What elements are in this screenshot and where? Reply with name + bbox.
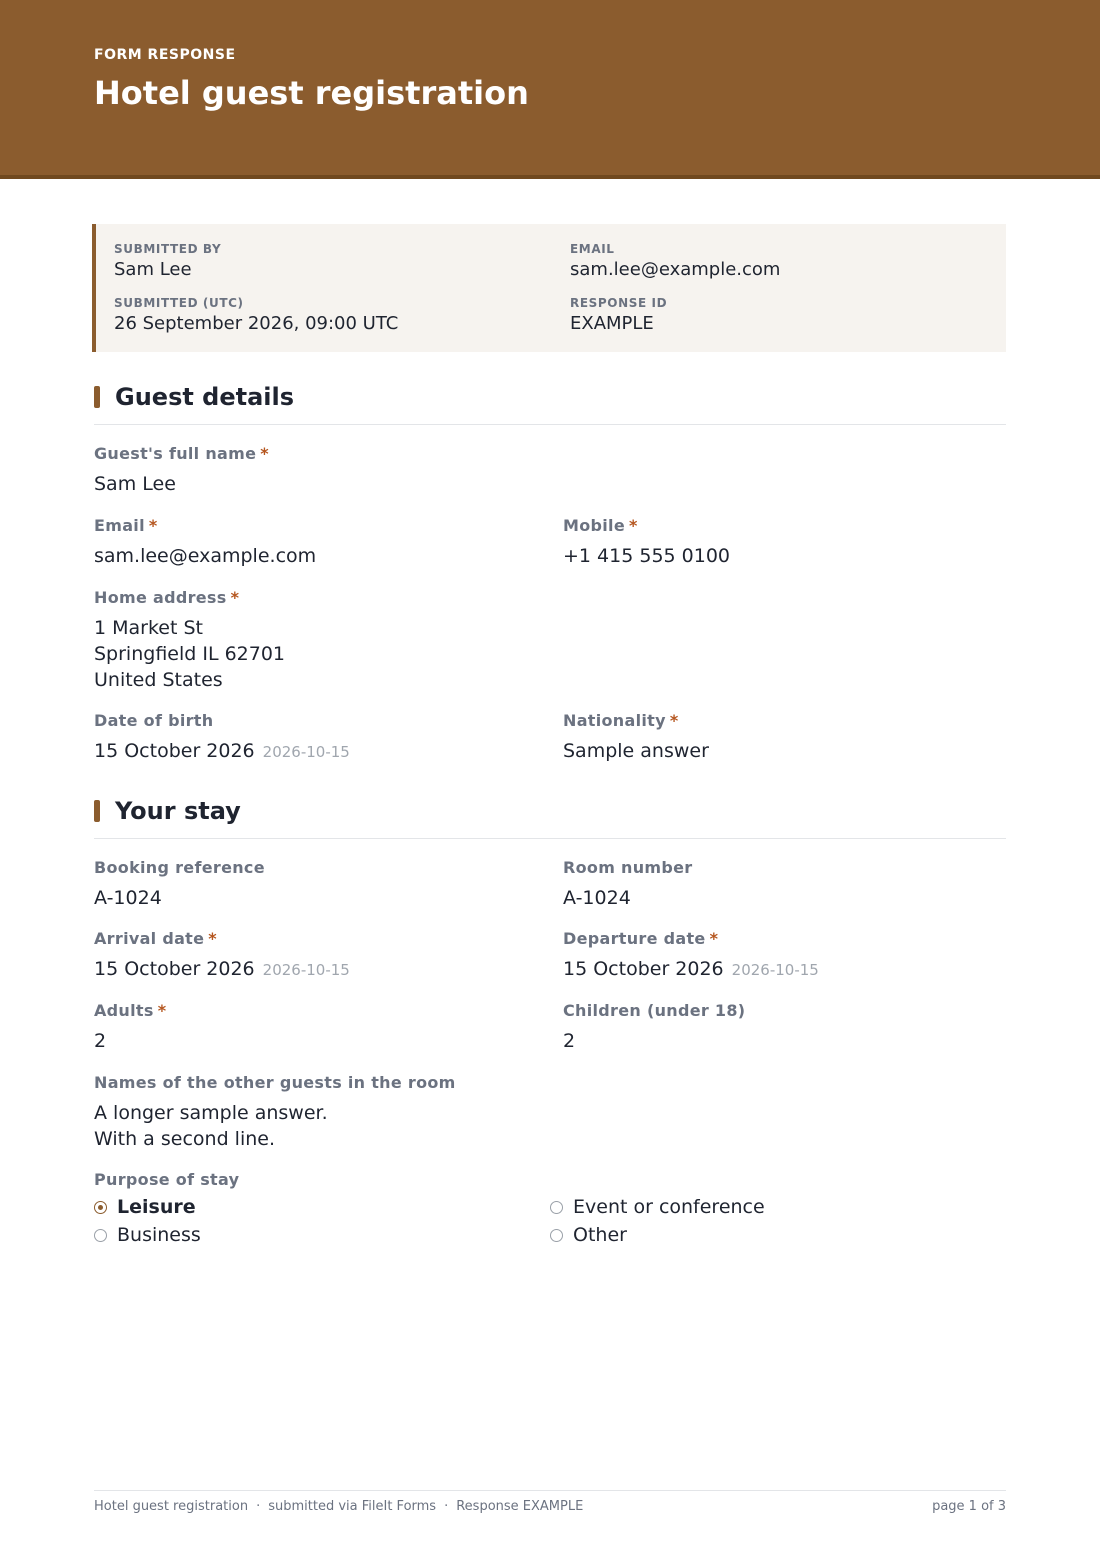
field-value: Sample answer: [563, 740, 709, 762]
field-label: Guest's full name *: [94, 444, 269, 463]
section-title: Your stay: [115, 797, 241, 825]
field-booking-reference: [94, 858, 534, 911]
radio-empty-icon: [550, 1201, 563, 1214]
field-email: [94, 516, 534, 569]
field-label: Children (under 18): [563, 1001, 746, 1020]
field-children: [563, 1001, 1003, 1054]
field-label: Names of the other guests in the room: [94, 1073, 456, 1092]
field-value: Sam Lee: [94, 473, 176, 495]
field-label: Adults *: [94, 1001, 167, 1020]
submitted-by: [114, 242, 534, 282]
section-guest-details: [94, 378, 1006, 425]
radio-option-event: Event or conference: [550, 1194, 765, 1220]
field-arrival-date: [94, 929, 534, 983]
field-other-guests: [94, 1073, 694, 1152]
email-value: sam.lee@example.com: [570, 259, 781, 280]
field-label: Departure date *: [563, 929, 719, 948]
section-accent-bar: [94, 386, 100, 408]
radio-option-business: Business: [94, 1222, 201, 1248]
radio-option-leisure: Leisure: [94, 1194, 196, 1220]
form-kicker: FORM RESPONSE: [94, 47, 236, 63]
submitted-by-value: Sam Lee: [114, 259, 192, 280]
page-footer: [94, 1490, 1006, 1514]
field-label: Arrival date *: [94, 929, 217, 948]
submitted-by-label: SUBMITTED BY: [114, 242, 222, 256]
field-value: 2: [94, 1030, 107, 1052]
required-marker: *: [669, 711, 679, 730]
footer-via: submitted via FileIt Forms: [268, 1499, 437, 1514]
field-adults: [94, 1001, 534, 1054]
submitted-utc-label: SUBMITTED (UTC): [114, 296, 244, 310]
field-value: A-1024: [563, 887, 631, 909]
iso-date: 2026-10-15: [262, 961, 350, 979]
radio-empty-icon: [94, 1229, 107, 1242]
field-label: Email *: [94, 516, 158, 535]
footer-info: Hotel guest registration · submitted via FileIt Forms · Response EXAMPLE: [94, 1499, 584, 1514]
page-title: Hotel guest registration: [94, 74, 529, 112]
section-title: Guest details: [115, 383, 295, 411]
section-accent-bar: [94, 800, 100, 822]
field-room-number: [563, 858, 1003, 911]
field-nationality: [563, 711, 1003, 764]
field-label: Nationality *: [563, 711, 679, 730]
field-purpose-of-stay: [94, 1170, 534, 1190]
submitted-utc-value: 26 September 2026, 09:00 UTC: [114, 313, 399, 334]
radio-empty-icon: [550, 1229, 563, 1242]
field-departure-date: [563, 929, 1003, 983]
field-label: Purpose of stay: [94, 1170, 240, 1189]
submission-meta: [92, 224, 1006, 352]
response-id-label: RESPONSE ID: [570, 296, 668, 310]
required-marker: *: [709, 929, 719, 948]
page-number: page 1 of 3: [932, 1499, 1006, 1514]
field-value: A-1024: [94, 887, 162, 909]
response-id: [570, 296, 990, 336]
header-banner: [0, 0, 1100, 179]
footer-form-name: Hotel guest registration: [94, 1499, 249, 1514]
required-marker: *: [157, 1001, 167, 1020]
field-date-of-birth: [94, 711, 534, 765]
field-value: 15 October 2026 2026-10-15: [563, 958, 819, 980]
section-your-stay: [94, 792, 1006, 839]
submitted-utc: [114, 296, 534, 336]
field-value: sam.lee@example.com: [94, 545, 317, 567]
field-home-address: [94, 588, 534, 693]
required-marker: *: [260, 444, 269, 463]
required-marker: *: [148, 516, 158, 535]
field-mobile: [563, 516, 1003, 569]
field-label: Mobile *: [563, 516, 638, 535]
field-value: 2: [563, 1030, 576, 1052]
footer-response: Response EXAMPLE: [456, 1499, 584, 1514]
field-label: Home address *: [94, 588, 240, 607]
required-marker: *: [230, 588, 240, 607]
iso-date: 2026-10-15: [731, 961, 819, 979]
field-value: A longer sample answer. With a second line.: [94, 1102, 328, 1150]
field-value: +1 415 555 0100: [563, 545, 731, 567]
email-label: EMAIL: [570, 242, 615, 256]
iso-date: 2026-10-15: [262, 743, 350, 761]
required-marker: *: [208, 929, 217, 948]
response-id-value: EXAMPLE: [570, 313, 654, 334]
radio-option-other: Other: [550, 1222, 627, 1248]
field-label: Date of birth: [94, 711, 214, 730]
required-marker: *: [629, 516, 638, 535]
field-label: Room number: [563, 858, 693, 877]
submitter-email: [570, 242, 990, 282]
field-value: 15 October 2026 2026-10-15: [94, 958, 350, 980]
field-label: Booking reference: [94, 858, 265, 877]
field-value: 1 Market St Springfield IL 62701 United States: [94, 617, 286, 691]
radio-selected-icon: [94, 1201, 107, 1214]
field-value: 15 October 2026 2026-10-15: [94, 740, 350, 762]
field-full-name: [94, 444, 534, 497]
